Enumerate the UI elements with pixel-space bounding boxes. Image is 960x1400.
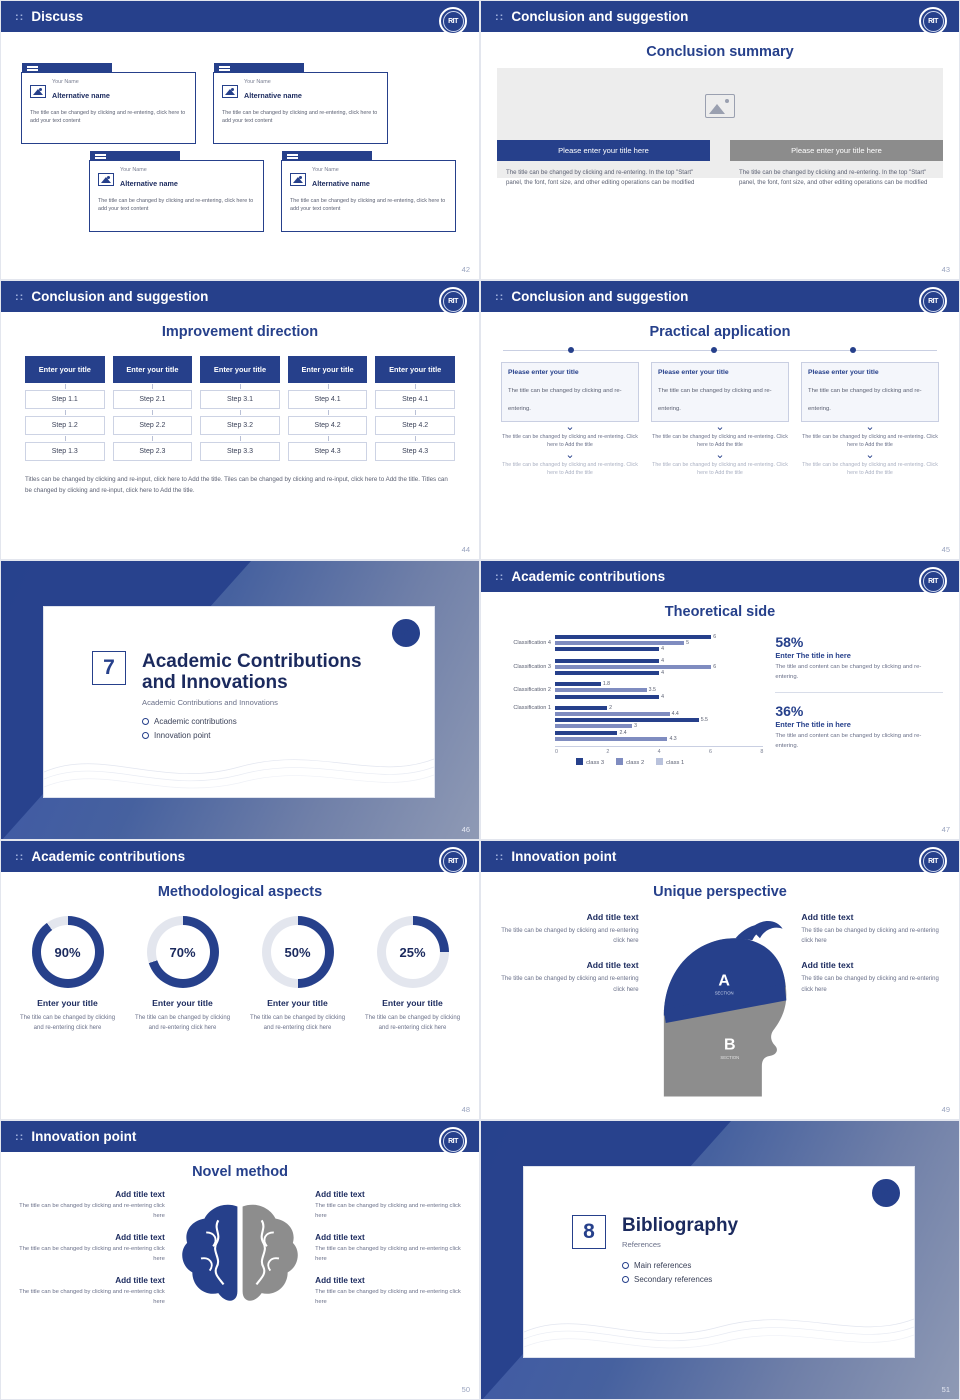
page-number: 48	[461, 1105, 470, 1114]
donut-stat	[13, 916, 122, 1033]
header-dots-icon: ::	[15, 850, 25, 863]
bullet-icon	[622, 1262, 629, 1269]
card-tab	[22, 63, 112, 73]
page-number: 43	[941, 265, 950, 274]
item-text: The title can be changed by clicking and re-entering click here	[801, 976, 939, 993]
header-dots-icon: ::	[495, 290, 505, 303]
page-number: 49	[941, 1105, 950, 1114]
x-tick: 2	[606, 748, 610, 755]
logo-text: RIT	[923, 851, 944, 872]
bar-value: 4.4	[671, 710, 679, 717]
card-alt-name: Alternative name	[52, 91, 110, 100]
column-header: Enter your title	[25, 356, 105, 383]
wave-decoration	[44, 727, 434, 797]
logo-text: RIT	[923, 11, 944, 32]
bar-value: 4.3	[669, 735, 677, 742]
image-placeholder-icon	[290, 173, 306, 186]
page-title: Practical application	[649, 324, 791, 340]
bullet-label: Academic contributions	[154, 716, 237, 726]
table-cell: Step 1.2	[25, 416, 105, 435]
card-name: Your Name	[52, 79, 79, 85]
card-tab	[90, 151, 180, 161]
donut-chart	[377, 916, 449, 988]
item-title: Add title text	[801, 960, 854, 971]
step-text: The title can be changed by clicking and re-entering. Click here to Add the title	[502, 434, 638, 449]
header-title: Academic contributions	[511, 569, 666, 584]
logo-icon	[919, 847, 947, 875]
page-number: 42	[461, 265, 470, 274]
item-title: Add title text	[801, 912, 854, 922]
bar-value: 4	[661, 646, 665, 653]
donut-text: The title can be changed by clicking and re-entering click here	[364, 1015, 461, 1032]
logo-text: RIT	[923, 571, 944, 592]
table-cell: Step 3.3	[200, 442, 280, 461]
slide-conclusion-summary	[480, 0, 960, 280]
item-title: Add title text	[115, 1276, 165, 1286]
slide-practical-application	[480, 280, 960, 560]
header-title: Conclusion and suggestion	[511, 9, 689, 24]
section-number: 8	[572, 1215, 606, 1249]
card-name: Your Name	[244, 79, 271, 85]
bar-value: 3	[634, 723, 637, 730]
donut-value: 90%	[41, 925, 95, 979]
column-header: Enter your title	[288, 356, 368, 383]
section-subtitle: References	[622, 1240, 661, 1250]
bullet-label: Secondary references	[634, 1275, 713, 1285]
slide-header	[481, 841, 959, 872]
slide-header	[1, 1121, 479, 1152]
list-item	[315, 1190, 465, 1221]
donut-text: The title can be changed by clicking and re-entering click here	[134, 1015, 231, 1032]
table-cell: Step 4.3	[375, 442, 455, 461]
page-number: 46	[461, 825, 470, 834]
table-cell: Step 1.1	[25, 390, 105, 409]
donut-title: Enter your title	[267, 998, 328, 1008]
stat-label: Enter The title in here	[775, 651, 851, 660]
chart-x-axis	[555, 749, 763, 755]
cover-card	[43, 606, 435, 798]
donut-title: Enter your title	[382, 998, 443, 1008]
section-bullet	[622, 1275, 738, 1284]
logo-icon	[919, 567, 947, 595]
bullet-icon	[622, 1276, 629, 1283]
steps-table	[1, 340, 479, 461]
section-bullet	[622, 1261, 738, 1270]
cover-card	[523, 1166, 915, 1358]
title-button-primary[interactable]: Please enter your title here	[497, 140, 710, 161]
page-title: Novel method	[192, 1164, 288, 1180]
chevron-down-icon: ⌄	[865, 448, 875, 461]
bar-value: 5.5	[700, 717, 708, 724]
page-number: 50	[461, 1385, 470, 1394]
svg-text:A: A	[717, 971, 730, 990]
item-text: The title can be changed by clicking and re-entering click here	[501, 976, 639, 993]
page-number: 44	[461, 545, 470, 554]
chart-legend	[497, 758, 763, 766]
chevron-down-icon: ⌄	[565, 448, 575, 461]
table-cell: Step 2.3	[113, 442, 193, 461]
stat-label: Enter The title in here	[775, 720, 851, 730]
bar-value: 6	[713, 634, 717, 641]
column-header: Enter your title	[113, 356, 193, 383]
header-title: Academic contributions	[31, 849, 186, 864]
chart-category-label: Classification 1	[513, 704, 551, 711]
right-text-column	[801, 912, 945, 1102]
image-placeholder-icon	[705, 94, 735, 118]
logo-text: RIT	[876, 1183, 897, 1204]
svg-text:B: B	[723, 1035, 736, 1054]
item-title: Add title text	[315, 1233, 365, 1243]
donut-text: The title can be changed by clicking and re-entering click here	[19, 1015, 116, 1032]
body-text: The title can be changed by clicking and re-entering. In the top "Start" panel, the font, font size, and other editing operations can be modified	[506, 169, 695, 187]
header-title: Conclusion and suggestion	[31, 289, 209, 304]
item-title: Add title text	[315, 1190, 365, 1199]
page-title: Theoretical side	[664, 604, 776, 620]
bar-value: 3.5	[648, 687, 656, 694]
header-dots-icon: ::	[495, 570, 505, 583]
chevron-down-icon: ⌄	[865, 421, 875, 433]
slide-discuss	[0, 0, 480, 280]
donut-title: Enter your title	[152, 998, 213, 1008]
step-text: The title can be changed by clicking and re-entering. Click here to Add the title	[802, 461, 938, 477]
timeline	[503, 344, 937, 358]
table-cell: Step 1.3	[25, 442, 105, 461]
logo-icon	[439, 287, 467, 315]
chevron-down-icon: ⌄	[565, 421, 575, 433]
slide-theoretical-side	[480, 560, 960, 840]
logo-text: RIT	[396, 623, 417, 644]
header-title: Innovation point	[31, 1129, 137, 1144]
item-text: The title can be changed by clicking and re-entering click here	[315, 1203, 461, 1219]
legend-label: class 3	[586, 759, 605, 766]
stats-panel	[775, 634, 943, 766]
logo-icon	[919, 7, 947, 35]
item-title: Add title text	[586, 960, 639, 971]
logo-icon	[439, 1127, 467, 1155]
head-illustration	[645, 912, 796, 1102]
column-header: Enter your title	[375, 356, 455, 383]
application-column	[501, 362, 639, 478]
x-tick: 0	[555, 748, 558, 755]
table-cell: Step 4.1	[375, 390, 455, 409]
logo-text: RIT	[923, 291, 944, 312]
logo-text: RIT	[443, 851, 464, 872]
slide-section-cover-7	[0, 560, 480, 840]
slide-section-cover-8	[480, 1120, 960, 1400]
wave-decoration	[524, 1287, 914, 1357]
timeline-dot	[568, 347, 574, 353]
image-placeholder-icon	[30, 85, 46, 98]
bar-value: 4	[661, 670, 665, 677]
timeline-dot	[850, 347, 856, 353]
chart-category-label: Classification 4	[513, 640, 551, 647]
table-cell: Step 3.1	[200, 390, 280, 409]
stat-text: The title and content can be changed by clicking and re-entering.	[775, 733, 922, 750]
donut-title: Enter your title	[37, 998, 98, 1008]
bar-chart	[497, 634, 763, 766]
discuss-card[interactable]	[213, 72, 388, 144]
box-title: Please enter your title	[658, 369, 729, 376]
item-title: Add title text	[115, 1190, 165, 1199]
legend-item	[656, 758, 684, 766]
table-cell: Step 4.2	[288, 416, 368, 435]
discuss-card-area	[1, 32, 479, 280]
item-title: Add title text	[586, 912, 639, 922]
table-cell: Step 2.2	[113, 416, 193, 435]
list-item	[15, 1190, 165, 1221]
bullet-icon	[142, 718, 149, 725]
discuss-card[interactable]	[89, 160, 264, 232]
slide-header	[1, 1, 479, 32]
donut-stat	[243, 916, 352, 1033]
logo-icon	[919, 287, 947, 315]
bar-value: 2	[609, 704, 612, 711]
card-desc: The title can be changed by clicking and re-entering, click here to add your text content	[30, 110, 186, 125]
page-title: Unique perspective	[653, 884, 787, 900]
card-alt-name: Alternative name	[244, 91, 302, 100]
stat-percent: 36%	[775, 703, 804, 720]
page-title: Methodological aspects	[157, 884, 323, 900]
card-name: Your Name	[312, 167, 339, 173]
page-title: Conclusion summary	[646, 44, 794, 60]
bar-value: 6	[713, 663, 717, 670]
slide-unique-perspective	[480, 840, 960, 1120]
bar-value: 4	[661, 693, 665, 700]
logo-icon	[439, 7, 467, 35]
left-text-column	[495, 912, 639, 1102]
header-dots-icon: ::	[15, 1130, 25, 1143]
card-name: Your Name	[120, 167, 147, 173]
chevron-down-icon: ⌄	[715, 448, 725, 461]
item-text: The title can be changed by clicking and re-entering click here	[315, 1246, 461, 1262]
card-alt-name: Alternative name	[312, 179, 370, 188]
card-desc: The title can be changed by clicking and re-entering, click here to add your text content	[98, 198, 254, 213]
legend-label: class 1	[666, 759, 685, 766]
page-number: 45	[941, 545, 950, 554]
table-cell: Step 2.1	[113, 390, 193, 409]
bar-value: 5	[686, 640, 690, 647]
stat-percent: 58%	[775, 634, 804, 650]
card-alt-name: Alternative name	[120, 179, 178, 188]
step-text: The title can be changed by clicking and re-entering. Click here to Add the title	[652, 461, 788, 477]
list-item	[315, 1233, 465, 1264]
bullet-label: Innovation point	[154, 730, 211, 740]
application-box[interactable]	[801, 362, 939, 422]
slide-header	[1, 841, 479, 872]
logo-text: RIT	[443, 11, 464, 32]
brain-illustration	[169, 1190, 311, 1320]
donut-chart	[147, 916, 219, 988]
card-tab	[282, 151, 372, 161]
donut-text: The title can be changed by clicking and re-entering click here	[249, 1015, 346, 1032]
section-subtitle: Academic Contributions and Innovations	[142, 697, 278, 707]
box-title: Please enter your title	[808, 369, 879, 376]
left-items	[15, 1190, 165, 1320]
logo-icon	[439, 847, 467, 875]
page-title: Improvement direction	[161, 324, 319, 340]
brain-icon	[175, 1190, 305, 1320]
slide-novel-method	[0, 1120, 480, 1400]
section-title-line1: Academic Contributions	[142, 651, 362, 672]
application-box[interactable]	[651, 362, 789, 422]
slide-header	[1, 281, 479, 312]
card-desc: The title can be changed by clicking and re-entering, click here to add your text content	[222, 110, 378, 125]
box-text: The title can be changed by clicking and re-entering.	[508, 388, 622, 412]
step-text: The title can be changed by clicking and re-entering. Click here to Add the title	[502, 461, 638, 477]
cover-background	[481, 1121, 960, 1400]
svg-text:SECTION: SECTION	[714, 990, 734, 996]
table-cell: Step 4.3	[288, 442, 368, 461]
discuss-card[interactable]	[281, 160, 456, 232]
right-items	[315, 1190, 465, 1320]
donut-stat	[358, 916, 467, 1033]
item-text: The title can be changed by clicking and re-entering click here	[19, 1203, 165, 1219]
donut-stat	[128, 916, 237, 1033]
page-number: 51	[941, 1385, 950, 1394]
item-text: The title can be changed by clicking and re-entering click here	[19, 1246, 165, 1262]
section-bullet	[142, 717, 362, 726]
item-text: The title can be changed by clicking and re-entering click here	[315, 1289, 461, 1305]
donut-chart	[32, 916, 104, 988]
page-number: 47	[941, 825, 950, 834]
application-box[interactable]	[501, 362, 639, 422]
header-dots-icon: ::	[495, 10, 505, 23]
header-dots-icon: ::	[495, 850, 505, 863]
legend-item	[576, 758, 604, 766]
x-tick: 6	[708, 748, 712, 755]
logo-text: RIT	[443, 291, 464, 312]
slide-methodological-aspects	[0, 840, 480, 1120]
item-title: Add title text	[115, 1233, 165, 1243]
table-cell: Step 4.1	[288, 390, 368, 409]
application-column	[651, 362, 789, 478]
cover-background	[1, 561, 480, 840]
section-number: 7	[92, 651, 126, 685]
header-dots-icon: ::	[15, 290, 25, 303]
discuss-card[interactable]	[21, 72, 196, 144]
item-text: The title can be changed by clicking and re-entering click here	[801, 928, 939, 945]
chevron-down-icon: ⌄	[715, 421, 725, 433]
footer-text: Titles can be changed by clicking and re-input, click here to Add the title. Tiles can be changed by clicking and re-input, click here to Add the title. Titles can be changed by clicking and re-input, click here to Add the title.	[25, 476, 448, 494]
donut-value: 50%	[271, 925, 325, 979]
box-text: The title can be changed by clicking and re-entering.	[658, 388, 772, 412]
svg-text:SECTION: SECTION	[720, 1054, 739, 1060]
list-item	[15, 1276, 165, 1307]
x-tick: 4	[657, 748, 661, 755]
section-title-line2: and Innovations	[142, 672, 288, 694]
donut-value: 70%	[156, 925, 210, 979]
image-placeholder-icon	[222, 85, 238, 98]
bar-value: 4	[661, 657, 665, 664]
application-column	[801, 362, 939, 478]
timeline-dot	[711, 347, 717, 353]
section-title-line1: Bibliography	[622, 1215, 739, 1236]
head-silhouette-icon	[645, 912, 796, 1102]
x-tick: 8	[760, 748, 764, 755]
logo-icon	[392, 619, 420, 647]
donut-chart	[262, 916, 334, 988]
card-tab	[214, 63, 304, 73]
slide-improvement-direction	[0, 280, 480, 560]
donut-value: 25%	[386, 925, 440, 979]
slide-header	[481, 561, 959, 592]
slide-header	[481, 281, 959, 312]
bullet-label: Main references	[634, 1261, 692, 1271]
chart-category-label: Classification 2	[513, 687, 551, 694]
box-text: The title can be changed by clicking and re-entering.	[808, 388, 922, 412]
stat-text: The title and content can be changed by clicking and re-entering.	[775, 664, 922, 680]
title-button-secondary[interactable]: Please enter your title here	[730, 140, 943, 161]
logo-text: RIT	[443, 1131, 464, 1152]
header-title: Innovation point	[511, 849, 617, 864]
chart-category-label: Classification 3	[513, 663, 551, 670]
box-title: Please enter your title	[508, 369, 579, 376]
body-text: The title can be changed by clicking and re-entering. In the top "Start" panel, the font, font size, and other editing operations can be modified	[739, 169, 928, 187]
bar-value: 2.4	[619, 729, 627, 736]
card-desc: The title can be changed by clicking and re-entering, click here to add your text content	[290, 198, 446, 213]
header-title: Discuss	[31, 9, 84, 24]
step-text: The title can be changed by clicking and re-entering. Click here to Add the title	[652, 434, 788, 449]
item-text: The title can be changed by clicking and re-entering click here	[501, 928, 639, 945]
legend-label: class 2	[626, 759, 645, 766]
header-title: Conclusion and suggestion	[511, 289, 689, 304]
column-header: Enter your title	[200, 356, 280, 383]
legend-item	[616, 758, 644, 766]
step-text: The title can be changed by clicking and re-entering. Click here to Add the title	[802, 434, 938, 449]
item-text: The title can be changed by clicking and re-entering click here	[19, 1289, 165, 1305]
image-placeholder-icon	[98, 173, 114, 186]
logo-icon	[872, 1179, 900, 1207]
bar-value: 1.8	[602, 681, 611, 688]
list-item	[15, 1233, 165, 1264]
item-title: Add title text	[315, 1276, 365, 1286]
table-cell: Step 4.2	[375, 416, 455, 435]
slide-header	[481, 1, 959, 32]
header-dots-icon: ::	[15, 10, 25, 23]
list-item	[315, 1276, 465, 1307]
table-cell: Step 3.2	[200, 416, 280, 435]
